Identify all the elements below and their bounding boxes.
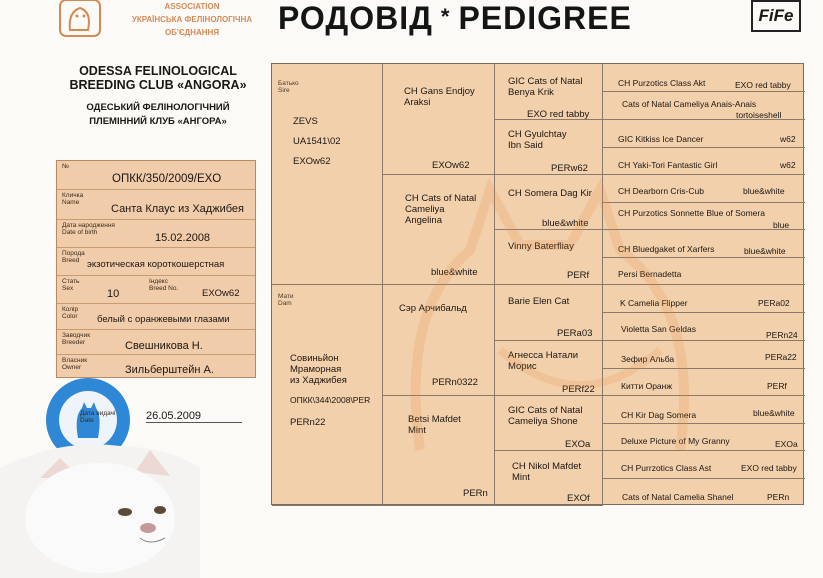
club-name-ua [48, 101, 268, 129]
name-label-ua: Кличка [62, 192, 84, 199]
form-row-color [57, 303, 255, 329]
ancestor-name: Cats of Natal Cameliya Anais-Anais [622, 99, 757, 109]
club-ua-line-1: ОДЕСЬКИЙ ФЕЛІНОЛОГІЧНИЙ [86, 102, 230, 113]
grandparent-cell [383, 64, 495, 175]
great-grandparent-name: CH Somera Dag Kir [508, 188, 592, 199]
sex-label-en: Sex [62, 285, 74, 292]
breed-value: экзотическая короткошерстная [87, 259, 225, 270]
great-grandparent-code: EXO red tabby [527, 109, 590, 120]
grandparent-code: PERn0322 [432, 377, 478, 388]
color-value: белый с оранжевыми глазами [97, 314, 230, 325]
ancestor-name: CH Bluedgaket of Xarfers [618, 244, 715, 254]
ancestor-name: Китти Оранж [621, 381, 673, 391]
dam-reg: ОПКК\344\2008\PER [290, 395, 371, 405]
dam-label-ua: Мати [278, 293, 294, 300]
sire-cell [272, 64, 383, 285]
club-logo-icon [58, 0, 104, 38]
breedno-label-en: Breed No. [149, 285, 179, 292]
club-en-line-1: ODESSA FELINOLOGICAL [79, 64, 237, 78]
great-grandparent-name: CH Nikol Mafdet [512, 461, 582, 472]
dob-label-en: Date of birth [62, 229, 98, 236]
great-grandparent-cell [495, 64, 603, 120]
dam-name-2: Мраморная [290, 364, 342, 375]
ancestor-name: CH Purrzotics Class Ast [621, 463, 712, 473]
form-row-number [57, 161, 255, 189]
ancestor-name: Зефир Альба [621, 354, 675, 364]
form-row-dob [57, 219, 255, 247]
ancestor-cell [603, 64, 805, 92]
grandparent-name: Angelina [405, 215, 442, 226]
grandparent-name: CH Gans Endjoy [404, 86, 475, 97]
grandparent-name: CH Cats of Natal [405, 193, 477, 204]
grandparent-name: Cameliya [405, 204, 445, 215]
breed-label-en: Breed [62, 257, 80, 264]
great-grandparent-name: GIC Cats of Natal [508, 76, 583, 87]
breed-label-ua: Порода [62, 250, 85, 257]
great-grandparent-code: PERf22 [562, 384, 595, 395]
great-grandparent-code: blue&white [542, 218, 589, 229]
great-grandparent-code: PERf [567, 270, 590, 281]
title-en: PEDIGREE [458, 0, 632, 36]
club-en-line-2: BREEDING CLUB «ANGORA» [69, 78, 247, 92]
assoc-line-3: ОБ'ЄДНАННЯ [164, 28, 220, 37]
name-value: Санта Клаус из Хаджибея [111, 203, 244, 215]
club-name-en [48, 64, 268, 92]
ancestor-name: CH Purzotics Class Akt [618, 78, 706, 88]
ancestor-code: PERn [767, 492, 790, 502]
breeder-label-en: Breeder [62, 339, 86, 346]
ancestor-name: Persi Bernadetta [618, 269, 682, 279]
registration-form [56, 160, 256, 378]
form-row-breed [57, 247, 255, 275]
ancestor-code: PERn24 [766, 330, 798, 340]
grandparent-code: EXOw62 [432, 160, 470, 171]
ancestor-name: K Camelia Flipper [620, 298, 688, 308]
assoc-line-1: ASSOCIATION [164, 2, 220, 11]
ancestor-code: blue&white [744, 246, 786, 256]
dam-name-3: из Хаджибея [290, 375, 347, 386]
dob-value: 15.02.2008 [155, 232, 211, 244]
cat-photo [0, 438, 200, 578]
dam-code: PERn22 [290, 417, 326, 428]
great-grandparent-code: PERw62 [551, 163, 588, 174]
issue-label-ua: Дата видачі [80, 410, 116, 417]
grandparent-code: PERn [463, 488, 488, 499]
great-grandparent-name: Ibn Said [508, 140, 543, 151]
dob-label-ua: Дата народження [62, 222, 115, 229]
breeder-label-ua: Заводчик [62, 332, 91, 339]
great-grandparent-code: EXOa [565, 439, 591, 450]
breedno-label-ua: Індекс [149, 278, 168, 285]
color-label-ua: Колір [62, 306, 79, 313]
great-grandparent-name: Mint [512, 472, 530, 483]
form-row-breeder [57, 329, 255, 354]
ancestor-name: CH Purzotics Sonnette Blue of Somera [618, 208, 765, 218]
great-grandparent-cell [495, 120, 603, 175]
ancestor-code: PERa22 [765, 352, 797, 362]
ancestor-code: w62 [780, 160, 796, 170]
grandparent-name: Betsi Mafdet [408, 414, 461, 425]
title-star: * [440, 4, 451, 29]
ancestor-code: w62 [780, 134, 796, 144]
ancestor-code: PERa02 [758, 298, 790, 308]
great-grandparent-name: GIC Cats of Natal [508, 405, 583, 416]
ancestor-code: blue&white [743, 186, 785, 196]
grandparent-code: blue&white [431, 267, 478, 278]
great-grandparent-code: PERa03 [557, 328, 593, 339]
great-grandparent-name: Barie Elen Cat [508, 296, 570, 307]
ancestor-name: CH Dearborn Cris-Cub [618, 186, 704, 196]
form-row-name [57, 189, 255, 219]
ancestor-code: EXO red tabby [735, 80, 791, 90]
ancestor-cell [603, 479, 805, 506]
great-grandparent-code: EXOf [567, 493, 590, 504]
dam-label-en: Dam [278, 300, 292, 307]
great-grandparent-name: CH Gyulchtay [508, 129, 567, 140]
ancestor-name: CH Kir Dag Somera [621, 410, 697, 420]
owner-label-ua: Власник [62, 357, 88, 364]
dam-cell [272, 285, 383, 506]
ancestor-code: blue&white [753, 408, 795, 418]
no-value: ОПКК/350/2009/EXO [112, 173, 222, 185]
sex-value: 10 [107, 288, 120, 300]
ancestor-name: GIC Kitkiss Ice Dancer [618, 134, 704, 144]
assoc-line-2: УКРАЇНСЬКА ФЕЛІНОЛОГІЧНА [131, 15, 253, 24]
ancestor-code: EXO red tabby [741, 463, 797, 473]
club-ua-line-2: ПЛЕМІННИЙ КЛУБ «АНГОРА» [89, 116, 227, 127]
ancestor-name: CH Yaki-Tori Fantastic Girl [618, 160, 718, 170]
issue-label-en: Date [80, 417, 94, 424]
sire-code: EXOw62 [293, 156, 331, 167]
ancestor-name: Violetta San Geldas [621, 324, 696, 334]
ancestor-name: Cats of Natal Camelia Shanel [622, 492, 734, 502]
ancestor-code: blue [773, 220, 790, 230]
great-grandparent-name: Морис [508, 361, 537, 372]
dam-name-1: Совиньйон [290, 353, 339, 364]
breeder-value: Свешникова Н. [125, 340, 203, 352]
grandparent-name: Mint [408, 425, 426, 436]
sex-label-ua: Стать [62, 278, 80, 285]
sire-reg: UA1541\02 [293, 136, 341, 147]
issue-date-value: 26.05.2009 [146, 410, 242, 423]
title-ua: РОДОВІД [278, 0, 433, 36]
form-row-owner [57, 354, 255, 379]
ancestor-code: tortoiseshell [736, 110, 782, 120]
great-grandparent-name: Benya Krik [508, 87, 554, 98]
name-label-en: Name [62, 199, 80, 206]
association-name [122, 0, 262, 39]
breedno-value: EXOw62 [202, 288, 240, 299]
ancestor-cell [603, 120, 805, 148]
owner-value: Зильберштейн А. [125, 364, 214, 376]
issue-date-label [80, 410, 115, 424]
ancestor-code: PERf [767, 381, 787, 391]
page-title [278, 0, 748, 38]
great-grandparent-name: Vinny Baterfliay [508, 241, 574, 252]
cat-watermark-icon [380, 170, 760, 470]
sire-label-ua: Батько [278, 80, 299, 87]
color-label-en: Color [62, 313, 78, 320]
grandparent-name: Araksi [404, 97, 431, 108]
fife-logo-icon: FiFe [751, 0, 801, 32]
ancestor-cell [603, 92, 805, 120]
ancestor-code: EXOa [775, 439, 798, 449]
owner-label-en: Owner [62, 364, 82, 371]
sire-label-en: Sire [278, 87, 290, 94]
great-grandparent-name: Агнесса Натали [508, 350, 579, 361]
ancestor-name: Deluxe Picture of My Granny [621, 436, 730, 446]
sire-name: ZEVS [293, 116, 318, 127]
great-grandparent-name: Cameliya Shone [508, 416, 578, 427]
grandparent-name: Сэр Арчибальд [399, 303, 467, 314]
no-label: № [62, 163, 69, 170]
form-row-sex [57, 275, 255, 303]
